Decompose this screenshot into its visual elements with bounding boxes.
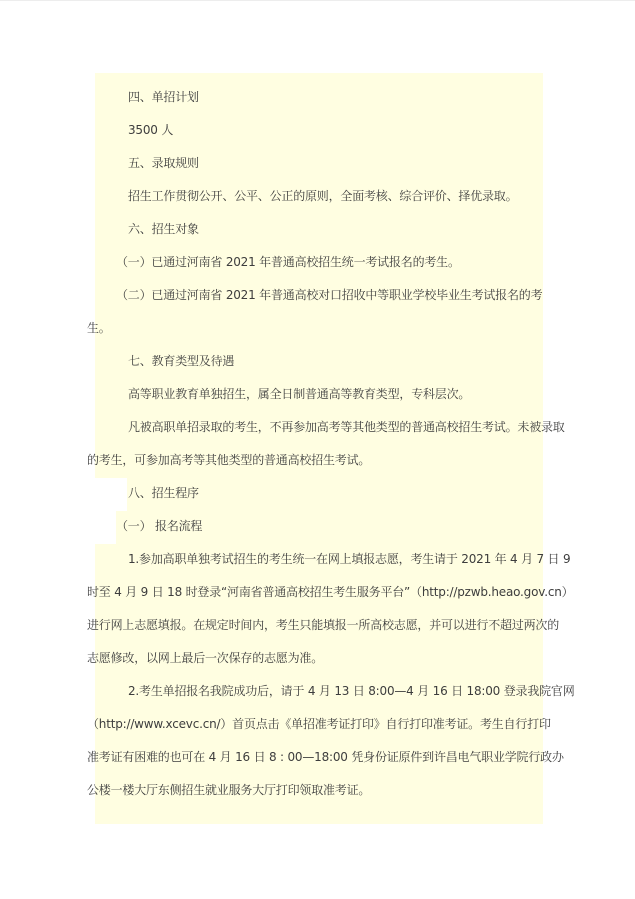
text-line: （一） 报名流程 (116, 519, 203, 533)
text-line: 2.考生单招报名我院成功后，请于 4 月 13 日 8:00—4 月 16 日 18:00 登录我院官网 (128, 684, 575, 698)
text-line: 公楼一楼大厅东侧招生就业服务大厅打印领取准考证。 (87, 783, 371, 797)
text-line: 志愿修改，以网上最后一次保存的志愿为准。 (87, 651, 324, 665)
text-line: 的考生，可参加高考等其他类型的普通高校招生考试。 (87, 453, 371, 467)
text-line: 3500 人 (128, 123, 174, 137)
text-line: 七、教育类型及待遇 (128, 354, 235, 368)
text-line: 四、单招计划 (128, 90, 199, 104)
text-line: 八、招生程序 (128, 486, 199, 500)
text-line: 进行网上志愿填报。在规定时间内，考生只能填报一所高校志愿，并可以进行不超过两次的 (87, 618, 560, 632)
text-line: 准考证有困难的也可在 4 月 16 日 8 : 00—18:00 凭身份证原件到许昌电气职业学院行政办 (87, 750, 564, 764)
text-line: （二）已通过河南省 2021 年普通高校对口招收中等职业学校毕业生考试报名的考 (116, 288, 543, 302)
text-line: （http://www.xcevc.cn/）首页点击《单招准考证打印》自行打印准考证。考生自行打印 (87, 717, 551, 731)
text-line: 生。 (87, 321, 111, 335)
text-line: 六、招生对象 (128, 222, 199, 236)
text-line: 五、录取规则 (128, 156, 199, 170)
text-line: 高等职业教育单独招生，属全日制普通高等教育类型，专科层次。 (128, 387, 471, 401)
text-line: 时至 4 月 9 日 18 时登录“河南省普通高校招生考生服务平台”（http://pzwb.heao.gov.cn） (87, 585, 574, 599)
document-body (87, 81, 575, 807)
text-line: 1.参加高职单独考试招生的考生统一在网上填报志愿，考生请于 2021 年 4 月 7 日 9 (128, 552, 571, 566)
text-line: 招生工作贯彻公开、公平、公正的原则，全面考核、综合评价、择优录取。 (128, 189, 518, 203)
text-line: （一）已通过河南省 2021 年普通高校招生统一考试报名的考生。 (116, 255, 460, 269)
text-line: 凡被高职单招录取的考生，不再参加高考等其他类型的普通高校招生考试。未被录取 (128, 420, 565, 434)
